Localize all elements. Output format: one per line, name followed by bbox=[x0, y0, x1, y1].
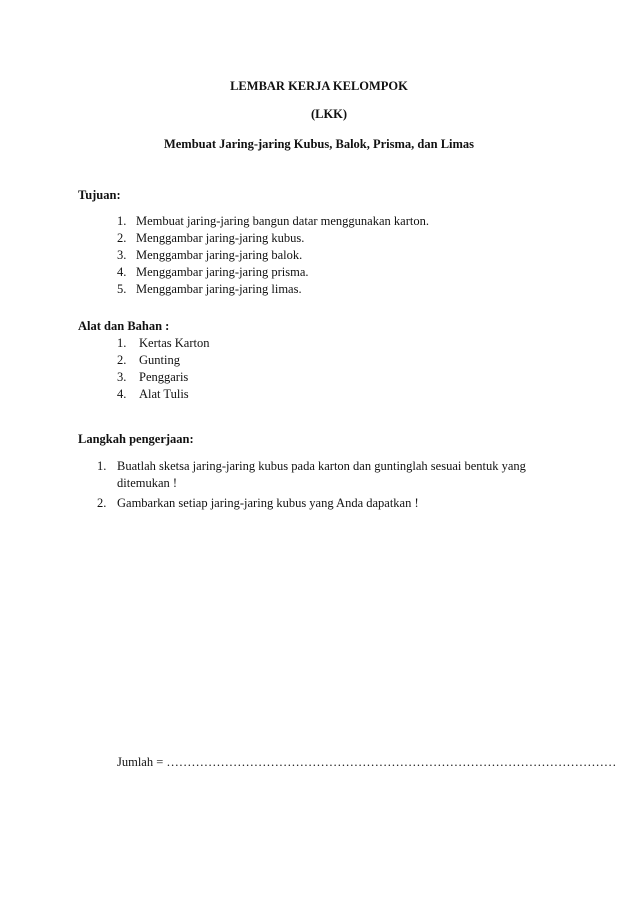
item-text: Membuat jaring-jaring bangun datar menggunakan karton. bbox=[136, 214, 429, 228]
list-item bbox=[97, 496, 557, 513]
item-number: 3. bbox=[117, 370, 127, 384]
list-item bbox=[117, 370, 417, 387]
list-item bbox=[117, 265, 537, 282]
item-number: 1. bbox=[97, 459, 107, 473]
item-number: 2. bbox=[117, 231, 127, 245]
langkah-heading: Langkah pengerjaan: bbox=[78, 432, 194, 446]
list-item bbox=[97, 459, 557, 496]
tujuan-heading: Tujuan: bbox=[78, 188, 121, 202]
list-item bbox=[117, 336, 417, 353]
item-number: 5. bbox=[117, 282, 127, 296]
item-number: 3. bbox=[117, 248, 127, 262]
page-subtitle: (LKK) bbox=[310, 107, 348, 121]
item-text-continued: ditemukan ! bbox=[117, 476, 178, 490]
item-number: 1. bbox=[117, 336, 127, 350]
page-title: LEMBAR KERJA KELOMPOK bbox=[230, 79, 408, 93]
item-text: Kertas Karton bbox=[139, 336, 210, 350]
item-text: Gunting bbox=[139, 353, 180, 367]
jumlah-line: Jumlah = ……………………………………………………………………………………………… bbox=[117, 755, 617, 769]
item-number: 4. bbox=[117, 387, 127, 401]
item-text: Menggambar jaring-jaring limas. bbox=[136, 282, 302, 296]
item-number: 2. bbox=[117, 353, 127, 367]
item-text: Menggambar jaring-jaring balok. bbox=[136, 248, 303, 262]
alat-bahan-list bbox=[117, 336, 417, 404]
item-number: 4. bbox=[117, 265, 127, 279]
item-text: Menggambar jaring-jaring kubus. bbox=[136, 231, 305, 245]
tujuan-list bbox=[117, 214, 537, 299]
list-item bbox=[117, 387, 417, 404]
list-item bbox=[117, 231, 537, 248]
list-item bbox=[117, 214, 537, 231]
alat-bahan-heading: Alat dan Bahan : bbox=[78, 319, 170, 333]
item-text: Menggambar jaring-jaring prisma. bbox=[136, 265, 309, 279]
list-item bbox=[117, 248, 537, 265]
item-text: Gambarkan setiap jaring-jaring kubus yang Anda dapatkan ! bbox=[117, 496, 419, 510]
list-item bbox=[117, 353, 417, 370]
item-text: Alat Tulis bbox=[139, 387, 189, 401]
langkah-list bbox=[97, 459, 557, 513]
item-number: 2. bbox=[97, 496, 107, 510]
item-text: Buatlah sketsa jaring-jaring kubus pada karton dan guntinglah sesuai bentuk yang bbox=[117, 459, 526, 473]
worksheet-topic: Membuat Jaring-jaring Kubus, Balok, Prisma, dan Limas bbox=[163, 137, 475, 151]
list-item bbox=[117, 282, 537, 299]
item-text: Penggaris bbox=[139, 370, 189, 384]
item-number: 1. bbox=[117, 214, 127, 228]
